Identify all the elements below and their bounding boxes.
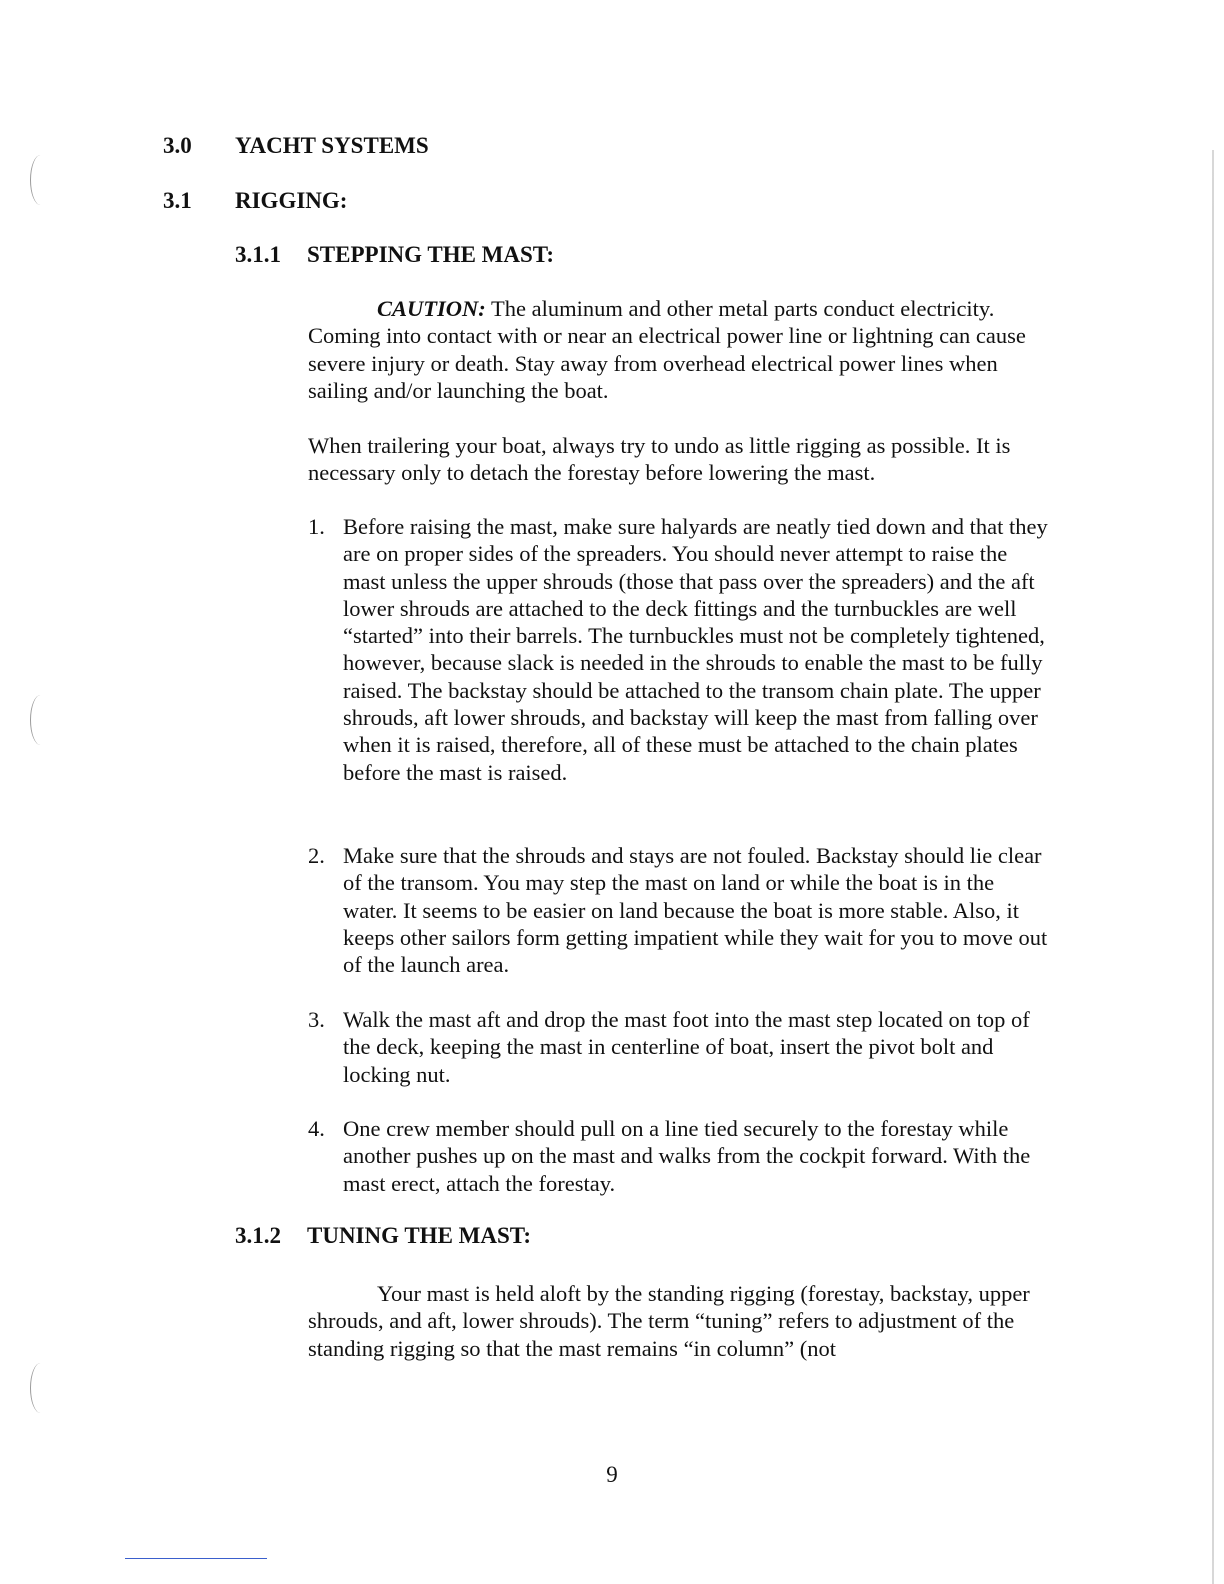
section-heading-3-1 [163, 187, 347, 215]
list-item [308, 513, 1053, 786]
scan-edge-line [1212, 150, 1214, 1584]
list-item-text: Walk the mast aft and drop the mast foot into the mast step located on top of the deck, keeping the mast in centerline of boat, insert the pivot bolt and locking nut. [343, 1007, 1030, 1087]
caution-text: The aluminum and other metal parts conduct electricity. Coming into contact with or near an electrical power line or lightning can cause severe injury or death. Stay away from overhead electrical power lines when sailing and/or launching the boat. [308, 296, 1026, 403]
section-title: TUNING THE MAST: [307, 1223, 532, 1248]
list-item-number: 4. [308, 1116, 325, 1141]
section-title: YACHT SYSTEMS [235, 133, 429, 158]
list-item-number: 1. [308, 514, 325, 539]
section-title: RIGGING: [235, 188, 348, 213]
section-heading-3-0 [163, 132, 429, 160]
subsection-heading-3-1-1 [235, 241, 554, 269]
list-item-number: 3. [308, 1007, 325, 1032]
caution-paragraph [308, 295, 1053, 404]
page-number: 9 [606, 1462, 618, 1487]
list-item [308, 1006, 1053, 1088]
list-item [308, 1115, 1053, 1197]
list-item-text: One crew member should pull on a line tied securely to the forestay while another pushes up on the mast and walks from the cockpit forward. With the mast erect, attach the forestay. [343, 1116, 1031, 1196]
section-number: 3.1.1 [235, 242, 281, 267]
caution-label: CAUTION: [377, 296, 486, 321]
list-item-text: Make sure that the shrouds and stays are not fouled. Backstay should lie clear of the transom. You may step the mast on land or while the boat is in the water. It seems to be easier on land because the boat is more stable. Also, it keeps other sailors form getting impatient while they wait for you to move out of the launch area. [343, 843, 1048, 978]
section-title: STEPPING THE MAST: [307, 242, 555, 267]
list-item-number: 2. [308, 843, 325, 868]
binder-hole-mark [30, 155, 51, 205]
binder-hole-mark [30, 695, 51, 745]
section-number: 3.1 [163, 188, 192, 213]
list-item-text: Before raising the mast, make sure halyards are neatly tied down and that they are on proper sides of the spreaders. You should never attempt to raise the mast unless the upper shrouds (those that pass over the spreaders) and the aft lower shrouds are attached to the deck fittings and the turnbuckles are well “started” into their barrels. The turnbuckles must not be completely tightened, however, because slack is needed in the shrouds to enable the mast to be fully raised. The backstay should be attached to the transom chain plate. The upper shrouds, aft lower shrouds, and backstay will keep the mast from falling over when it is raised, therefore, all of these must be attached to the chain plates before the mast is raised. [343, 514, 1048, 785]
section-number: 3.1.2 [235, 1223, 281, 1248]
tuning-paragraph: Your mast is held aloft by the standing rigging (forestay, backstay, upper shrouds, and aft, lower shrouds). The term “tuning” refers to adjustment of the standing rigging so that the mast remains “in column” (not [308, 1281, 1030, 1361]
binder-hole-mark [30, 1363, 51, 1413]
section-number: 3.0 [163, 133, 192, 158]
list-item [308, 842, 1053, 978]
trailering-paragraph: When trailering your boat, always try to undo as little rigging as possible. It is necessary only to detach the forestay before lowering the mast. [308, 433, 1011, 486]
subsection-heading-3-1-2 [235, 1222, 531, 1250]
footnote-rule [125, 1558, 267, 1559]
